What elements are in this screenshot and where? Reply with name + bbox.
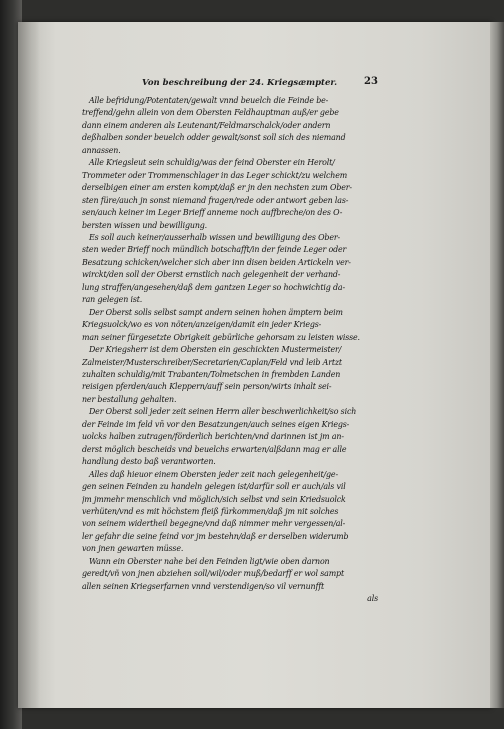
running-head: Von beschreibung der 24. Kriegsæmpter. (142, 78, 338, 88)
text-line: ler gefahr die seine feind vor jm bestehn/daß er derselben widerumb (82, 531, 349, 541)
text-line: bersten wissen und bewilligung. (82, 220, 208, 230)
text-line: sten füre/auch jn sonst niemand fragen/rede oder antwort geben las- (82, 195, 349, 205)
text-line: uolcks halben zutragen/förderlich berichten/vnd darinnen ist jm an- (82, 432, 344, 442)
text-line: Alles daß hieuor einem Obersten jeder zeit nach gelegenheit/ge- (89, 469, 338, 479)
text-line: gen seinen Feinden zu handeln gelegen ist/darfür soll er auch/als vil (82, 482, 346, 492)
text-line: Der Oberst soll jeder zeit seinen Herrn aller beschwerlichkeit/so sich (89, 407, 357, 417)
paragraph (82, 556, 378, 606)
text-line: deßhalben sonder beuelch odder gewalt/sonst soll sich des niemand (82, 133, 346, 143)
text-line: annassen. (82, 145, 121, 155)
text-line: reisigen pferden/auch Kleppern/auff sein person/wirts inhalt sei- (82, 382, 332, 392)
text-line: Der Oberst solls selbst sampt andern seinen hohen ämptern beim (89, 307, 343, 317)
text-line: Zalmeister/Musterschreiber/Secretarien/Caplan/Feld vnd leib Artzt (82, 357, 342, 367)
text-line: lung straffen/angesehen/daß dem gantzen Leger so hochwichtig da- (82, 282, 345, 292)
text-line: verhüten/vnd es mit höchstem fleiß fürkommen/daß jm nit solches (82, 506, 339, 516)
text-line: wirckt/den soll der Oberst ernstlich nach gelegenheit der verhand- (82, 270, 341, 280)
text-line: derselbigen einer am ersten kompt/daß er jn den nechsten zum Ober- (82, 183, 352, 193)
text-line: geredt/vñ von jnen abziehen soll/wil/oder muß/bedarff er wol sampt (82, 569, 344, 579)
text-line: derst möglich bescheids vnd beuelchs erwarten/alßdann mag er alle (82, 444, 347, 454)
text-line: treffend/gehn allein von dem Obersten Feldhauptman auß/er gebe (82, 108, 339, 118)
text-line: sen/auch keiner im Leger Brieff anneme noch auffbreche/on des O- (82, 208, 343, 218)
text-line: Wann ein Oberster nahe bei den Feinden ligt/wie oben darnon (89, 556, 330, 566)
paragraph (82, 232, 378, 307)
text-line: der Feinde im feld vn̄ vor den Besatzungen/auch seines eigen Kriegs- (82, 419, 350, 429)
page-number: 23 (364, 76, 378, 87)
text-line: von seinem widertheil begegne/vnd daß nimmer mehr vergessen/al- (82, 519, 346, 529)
text-line: ran gelegen ist. (82, 295, 143, 305)
text-line: Kriegsuolck/wo es von nöten/anzeigen/damit ein jeder Kriegs- (82, 320, 322, 330)
text-line: von jnen gewarten müsse. (82, 544, 184, 554)
page-fore-edge (490, 22, 504, 708)
text-line: jm jmmehr menschlich vnd möglich/sich selbst vnd sein Kriedsuolck (82, 494, 346, 504)
body-text (82, 95, 378, 606)
paragraph (82, 469, 378, 556)
paragraph (82, 95, 378, 157)
page-gutter (18, 22, 40, 708)
text-line: Der Kriegsherr ist dem Obersten ein geschickten Mustermeister/ (89, 345, 342, 355)
text-line: allen seinen Kriegserfarnen vnnd verstendigen/so vil vernunfft (82, 581, 325, 591)
text-line: Trommeter oder Trommenschlager in das Leger schickt/zu welchem (82, 170, 348, 180)
text-line: Alle Kriegsleut sein schuldig/was der feind Oberster ein Herolt/ (89, 158, 335, 168)
text-line: Besatzung schicken/welcher sich aber inn disen beiden Artickeln ver- (82, 257, 351, 267)
text-line: Es soll auch keiner/ausserhalb wissen und bewilligung des Ober- (89, 232, 340, 242)
text-line: als (367, 594, 378, 604)
text-line: dann einem anderen als Leutenant/Feldmarschalck/oder andern (82, 120, 331, 130)
text-line: sten weder Brieff noch mündlich botschafft/in der feinde Leger oder (82, 245, 347, 255)
paragraph (82, 406, 378, 468)
text-line: man seiner fürgesetzte Obrigkeit gebürliche gehorsam zu leisten wisse. (82, 332, 360, 342)
paragraph (82, 307, 378, 344)
text-line: handlung desto baß verantworten. (82, 457, 216, 467)
text-line: zuhalten schuldig/mit Trabanten/Tolmetschen in frembden Landen (82, 369, 341, 379)
text-line: Alle befridung/Potentaten/gewalt vnnd beuelch die Feinde be- (89, 96, 329, 105)
paragraph (82, 157, 378, 232)
paragraph (82, 344, 378, 406)
text-line: ner bestallung gehalten. (82, 394, 177, 404)
